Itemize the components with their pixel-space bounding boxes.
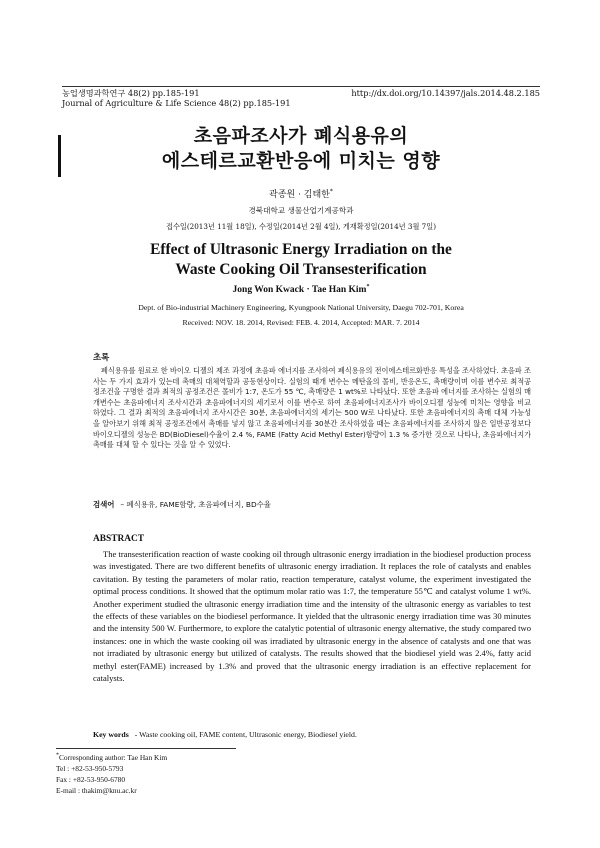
journal-name-ko: 농업생명과학연구 48(2) pp.185-191 [62, 88, 200, 98]
english-affiliation: Dept. of Bio-industrial Machinery Engineering, Kyungpook National University, Daegu 702-701, Korea [138, 303, 464, 312]
english-title-line2: Waste Cooking Oil Transesterification [175, 261, 427, 278]
korean-title [62, 124, 540, 174]
footnote-mark: * [56, 752, 59, 759]
footnote-email[interactable]: E-mail : thakim@knu.ac.kr [56, 786, 137, 795]
korean-abstract: 폐식용유를 원료로 한 바이오 디젤의 제조 과정에 초음파 에너지를 조사하여 폐식용유의 전이에스테르화반응 특성을 조사하였다. 초음파 조사는 두 가지 효과가 있는데 촉매의 대체역할과 공동현상이다. 실험의 때개 변수는 메탄올의 몰비, 반응온도, 촉매량이며 이를 변수로 최적공정조건을 구명한 결과 최적의 공정조건은 몰비가 1:7, 온도가 55 ℃, 촉매량은 1 wt%로 나타났다. 또한 초음파 에너지를 조사하는 실험의 매개변수는 초음파에너지 조사시간과 초음파에너지의 세기로서 이를 변수로 하여 초음파에너지조사가 바이오디젤 성능에 미치는 영향을 비교 하였다. 그 결과 최적의 초음파에너지 조사시간은 30분, 초음파에너지의 세기는 500 W로 나타났다. 또한 초음파에너지의 촉매 대체 가능성을 알아보기 위해 최적 공정조건에서 촉매를 넣지 않고 초음파에너지를 30분간 조사하였을 때는 초음파에너지를 조사하지 않은 일반공정보다 바이오디젤의 성능은 BD(BioDiesel)수율이 2.4 %, FAME (Fatty Acid Methyl Ester)함량이 1.3 % 증가한 것으로 나타나, 초음파에너지가 촉매를 대체 할 수 있다는 것을 알 수 있었다. [93, 366, 531, 450]
korean-title-line2: 에스테르교환반응에 미치는 영향 [161, 150, 441, 172]
english-dates: Received: NOV. 18. 2014, Revised: FEB. 4. 2014, Accepted: MAR. 7. 2014 [182, 318, 420, 327]
english-authors [62, 285, 540, 295]
english-abstract-heading: ABSTRACT [93, 534, 145, 544]
journal-header [62, 88, 291, 108]
english-keywords [93, 730, 357, 739]
korean-title-line1: 초음파조사가 폐식용유의 [193, 125, 409, 147]
corresponding-mark-en: * [366, 283, 370, 290]
korean-keywords-label: 검색어 [93, 500, 115, 509]
header-rule [62, 86, 540, 87]
footnote-corresponding [56, 752, 167, 763]
footnote-rule [56, 748, 236, 749]
korean-authors-text: 곽종원 · 김태한 [269, 190, 330, 200]
footnote-fax: Fax : +82-53-950-6780 [56, 775, 126, 784]
english-title [62, 240, 540, 280]
korean-keywords [93, 499, 271, 510]
title-accent-bar [58, 135, 61, 177]
korean-abstract-heading: 초록 [93, 352, 110, 362]
english-title-line1: Effect of Ultrasonic Energy Irradiation on the [150, 241, 452, 258]
footnote [56, 752, 167, 796]
english-keywords-label: Key words [93, 730, 129, 739]
english-abstract: The transesterification reaction of waste cooking oil through ultrasonic energy irradiation in the biodiesel production process was investigated. There are two different benefits of ultrasonic energy irradiation. It replaces the role of catalysts and enables cavitation. By testing the parameters of molar ratio, reaction temperature, catalyst volume, the experiment investigated the optimal process conditions. It showed that the optimum molar ratio was 1:7, the temperature 55℃ and catalyst volume 1 wt%. Another experiment studied the ultrasonic energy irradiation time and the intensity of the ultrasonic energy as variables to test the effects of these variables on the biodiesel performance. It yielded that the ultrasonic energy irradiation time was 30 minutes and the intensity 500 W. Furthermore, to explore the catalytic potential of ultrasonic energy alternative, the study compared two instances: one in which the waste cooking oil was irradiated by ultrasonic energy in the absence of catalysts and one that was not irradiated by ultrasonic energy but utilized of catalysts. The results showed that the biodiesel yield was 2.4%, fatty acid methyl ester(FAME) increased by 1.3% and proved that the ultrasonic energy irradiation is an effective replacement for catalysts. [93, 549, 531, 684]
footnote-corresponding-text: Corresponding author: Tae Han Kim [59, 753, 168, 762]
korean-authors [62, 187, 540, 200]
english-keywords-text: - Waste cooking oil, FAME content, Ultrasonic energy, Biodiesel yield. [134, 730, 357, 739]
doi-link[interactable]: http://dx.doi.org/10.14397/jals.2014.48.2.185 [351, 88, 540, 98]
korean-dates: 접수일(2013년 11월 18일), 수정일(2014년 2월 4일), 게재확정일(2014년 3월 7일) [166, 222, 436, 231]
journal-name-en: Journal of Agriculture & Life Science 48(2) pp.185-191 [62, 98, 291, 108]
korean-keywords-text: – 폐식용유, FAME함량, 초음파에너지, BD수율 [120, 500, 271, 509]
corresponding-mark: * [329, 188, 333, 195]
korean-affiliation: 경북대학교 생물산업기계공학과 [248, 206, 354, 215]
footnote-tel: Tel : +82-53-950-5793 [56, 764, 124, 773]
english-authors-text: Jong Won Kwack · Tae Han Kim [232, 285, 367, 295]
